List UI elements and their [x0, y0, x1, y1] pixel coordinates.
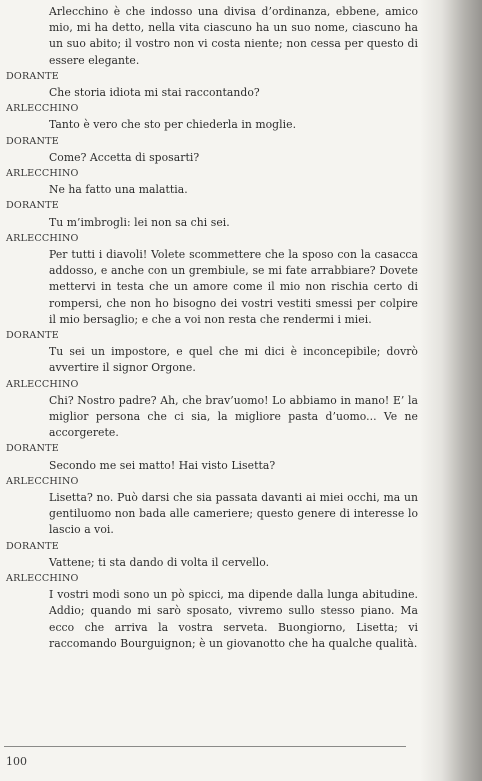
- speech-continuation: Arlecchino è che indosso una divisa d’ordinanza, ebbene, amico mio, mi ha detto, nella vita ciascuno ha un suo nome, ciascuno ha un suo abito; il vostro non vi costa niente; non cessa per questo di essere elegante.: [49, 5, 418, 67]
- speech-line: Secondo me sei matto! Hai visto Lisetta?: [49, 458, 276, 472]
- speaker-name: DORANTE: [6, 135, 59, 147]
- speech-line: Tu m’imbrogli: lei non sa chi sei.: [49, 215, 230, 229]
- speech-line: I vostri modi sono un pò spicci, ma dipende dalla lunga abitudine. Addio; quando mi sarò sposato, vivremo sullo stesso piano. Ma ecco che arriva la vostra serveta. Buongiorno, Lisetta; vi raccomando Bourguignon; è un giovanotto che ha qualche qualità.: [49, 588, 418, 650]
- speaker-name: ARLECCHINO: [6, 572, 79, 584]
- speech-line: Come? Accetta di sposarti?: [49, 150, 200, 164]
- speaker-name: ARLECCHINO: [6, 167, 79, 179]
- speaker-name: ARLECCHINO: [6, 103, 79, 115]
- speech-line: Che storia idiota mi stai raccontando?: [49, 86, 260, 99]
- speaker-name: DORANTE: [6, 540, 59, 552]
- page-number: 100: [6, 755, 27, 768]
- speech-line: Per tutti i diavoli! Volete scommettere che la sposo con la casacca addosso, e anche con un grembiule, se mi fate arrabbiare? Dovete mettervi in testa che un amore come il mio non rischia certo di rompersi, che non ho bisogno dei vostri vestiti smessi per colpire il mio bersaglio; e che a voi non resta che rendermi i miei.: [49, 247, 418, 326]
- speaker-name: ARLECCHINO: [6, 475, 79, 487]
- page-gutter-shadow: [420, 0, 482, 781]
- speaker-name: ARLECCHINO: [6, 232, 79, 244]
- speech-line: Chi? Nostro padre? Ah, che brav’uomo! Lo abbiamo in mano! E’ la miglior persona che ci sia, la migliore pasta d’uomo... Ve ne accorgerete.: [49, 393, 418, 440]
- speaker-name: ARLECCHINO: [6, 378, 79, 390]
- footer-rule: [4, 746, 406, 747]
- speaker-name: DORANTE: [6, 443, 59, 455]
- speech-line: Vattene; ti sta dando di volta il cervello.: [49, 555, 270, 569]
- speech-line: Ne ha fatto una malattia.: [49, 183, 188, 197]
- speaker-name: DORANTE: [6, 329, 59, 341]
- dialogue-text: [6, 4, 418, 652]
- speaker-name: DORANTE: [6, 200, 59, 212]
- speech-line: Lisetta? no. Può darsi che sia passata davanti ai miei occhi, ma un gentiluomo non bada alle cameriere; questo genere di interesse lo lascio a voi.: [49, 490, 418, 537]
- speech-line: Tu sei un impostore, e quel che mi dici è inconcepibile; dovrò avvertire il signor Orgone.: [49, 345, 418, 375]
- speech-line: Tanto è vero che sto per chiederla in moglie.: [49, 118, 297, 132]
- speaker-name: DORANTE: [6, 70, 59, 82]
